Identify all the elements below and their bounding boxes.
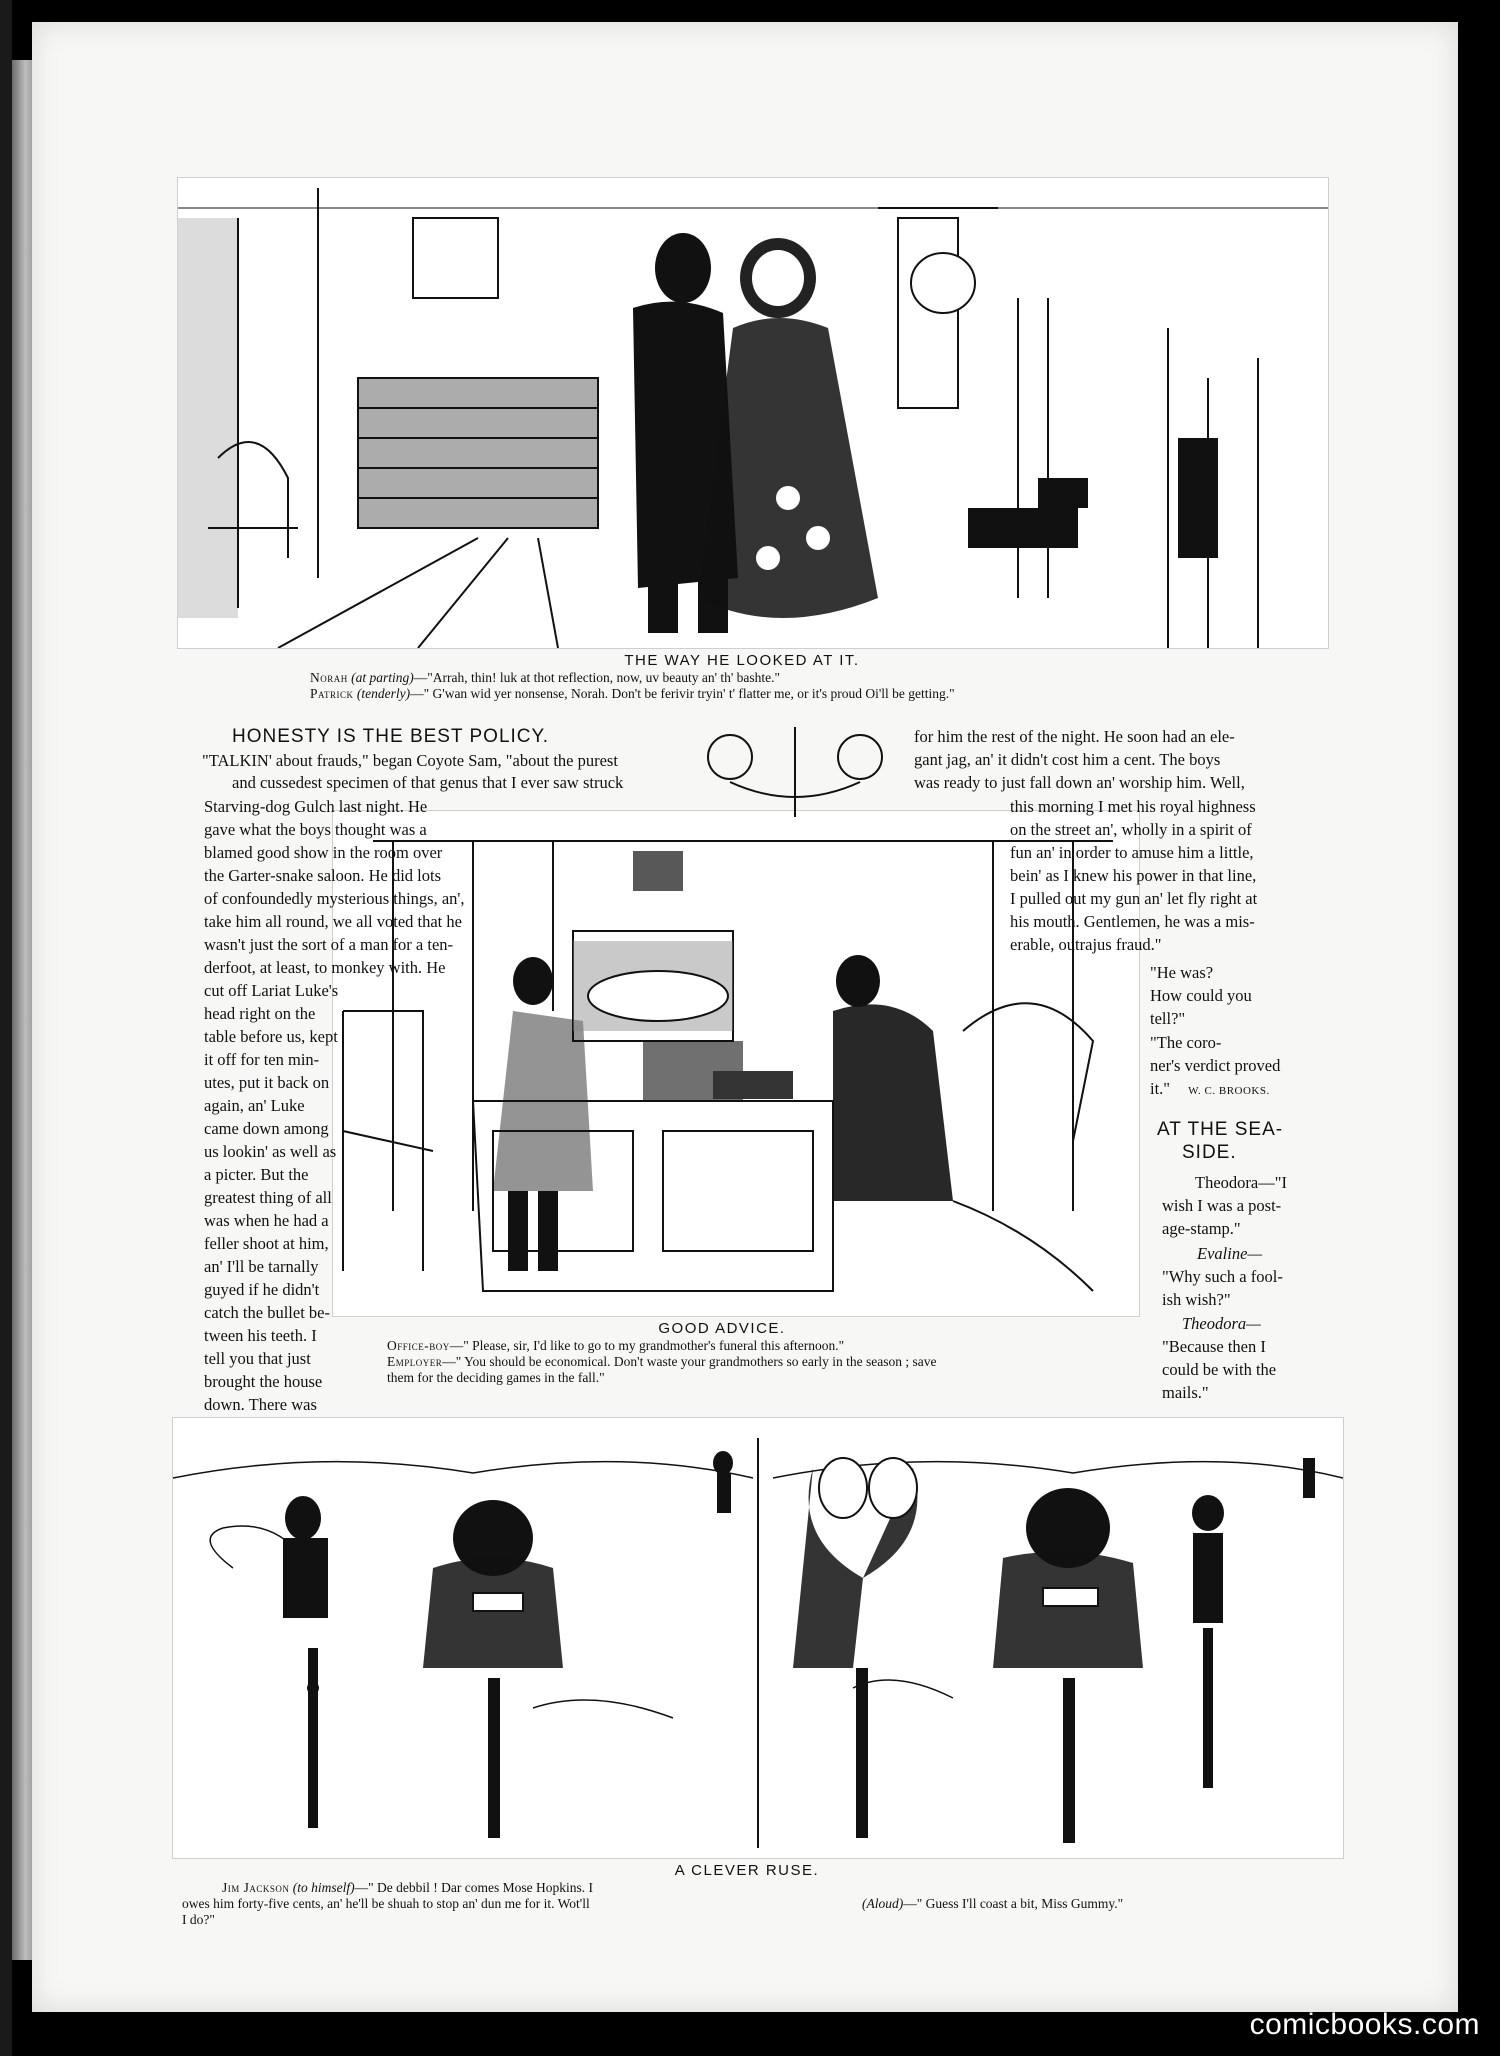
story-text-line: "TALKIN' about frauds," began Coyote Sam, "about the purest xyxy=(202,751,618,770)
story-text-line: again, an' Luke xyxy=(204,1096,305,1115)
story-text-line: for him the rest of the night. He soon had an ele- xyxy=(914,727,1235,746)
story-text-line: ner's verdict proved xyxy=(1150,1056,1281,1075)
story-text-line: brought the house xyxy=(204,1372,323,1391)
story-text-line: came down among xyxy=(204,1119,329,1138)
story-text-line: catch the bullet be- xyxy=(204,1303,330,1322)
story-text-line: it off for ten min- xyxy=(204,1050,320,1069)
story-text-line: guyed if he didn't xyxy=(204,1280,320,1299)
cartoon-bottom-caption-aloud xyxy=(862,1896,1123,1912)
stage-direction: (at parting) xyxy=(351,670,414,685)
story-text-line: us lookin' as well as xyxy=(204,1142,337,1161)
seaside-text-line: ish wish?" xyxy=(1162,1290,1231,1309)
story-text-line: was when he had a xyxy=(204,1211,329,1230)
seaside-text-line: mails." xyxy=(1162,1383,1209,1402)
speaker-norah: Norah xyxy=(310,670,348,685)
cartoon-bottom-caption-line3: I do?" xyxy=(182,1912,215,1927)
speaker-jim-jackson: Jim Jackson xyxy=(222,1880,290,1895)
story-text-line: feller shoot at him, xyxy=(204,1234,329,1253)
seaside-text-line: Theodora—"I xyxy=(1195,1173,1287,1192)
seaside-text-line: could be with the xyxy=(1162,1360,1277,1379)
cartoon-top-title: THE WAY HE LOOKED AT IT. xyxy=(624,652,860,669)
story-text-line: erable, outrajus fraud." xyxy=(1010,935,1162,954)
watermark: comicbooks.com xyxy=(1249,2008,1480,2041)
cyclists-scene-drawing xyxy=(173,1418,1343,1858)
story-text-line: on the street an', wholly in a spirit of xyxy=(1010,820,1252,839)
story-text-line: gant jag, an' it didn't cost him a cent. The boys xyxy=(914,750,1221,769)
story-text-line: a picter. But the xyxy=(204,1165,309,1184)
story-text-line xyxy=(1150,1078,1270,1102)
dialogue-text: —" Please, sir, I'd like to go to my grandmother's funeral this afternoon." xyxy=(449,1338,845,1353)
story-text-line: "He was? xyxy=(1150,963,1214,982)
story-text-line: greatest thing of all xyxy=(204,1188,332,1207)
story-text-line: gave what the boys thought was a xyxy=(204,820,427,839)
illustration-clever-ruse xyxy=(172,1417,1344,1859)
story-text-line: tell?" xyxy=(1150,1009,1186,1028)
stage-direction: (tenderly) xyxy=(356,686,411,701)
story-text-line: wasn't just the sort of a man for a ten- xyxy=(204,935,454,954)
story-text-line: of confoundedly mysterious things, an', xyxy=(204,889,465,908)
story-text-line: derfoot, at least, to monkey with. He xyxy=(204,958,446,977)
cartoon-bottom-caption-line2: owes him forty-five cents, an' he'll be shuah to stop an' dun me for it. Wot'll xyxy=(182,1896,590,1911)
speaker-office-boy: Office-boy xyxy=(387,1338,450,1353)
cartoon-top-caption-line1 xyxy=(310,670,780,686)
story-text-line: down. There was xyxy=(204,1395,317,1414)
story-text-line: his mouth. Gentlemen, he was a mis- xyxy=(1010,912,1255,931)
chandelier-drawing xyxy=(690,727,900,822)
book-spine xyxy=(0,0,12,2056)
seaside-text-line: age-stamp." xyxy=(1162,1219,1241,1238)
story-text-line: I pulled out my gun an' let fly right at xyxy=(1010,889,1258,908)
speaker-employer: Employer xyxy=(387,1354,443,1369)
dialogue-text: —"Arrah, thin! luk at thot reflection, now, uv beauty an' th' bashte." xyxy=(413,670,781,685)
illustration-way-he-looked xyxy=(177,177,1329,649)
previous-page-edge xyxy=(12,60,34,1960)
parlor-scene-drawing xyxy=(178,178,1328,648)
stage-direction: (to himself) xyxy=(292,1880,355,1895)
story-final-word: it." xyxy=(1150,1079,1171,1098)
story-text-line: utes, put it back on xyxy=(204,1073,330,1092)
cartoon-bottom-caption-line1 xyxy=(222,1880,593,1896)
story-text-line: bein' as I knew his power in that line, xyxy=(1010,866,1257,885)
dialogue-text: —" De debbil ! Dar comes Mose Hopkins. I xyxy=(354,1880,593,1895)
story-headline: HONESTY IS THE BEST POLICY. xyxy=(232,726,550,747)
magazine-page xyxy=(32,22,1458,2012)
dialogue-text: —" You should be economical. Don't waste your grandmothers so early in the season ; save xyxy=(442,1354,937,1369)
story-text-line: tell you that just xyxy=(204,1349,311,1368)
story-text-line: "The coro- xyxy=(1150,1033,1222,1052)
story-text-line: this morning I met his royal highness xyxy=(1010,797,1256,816)
seaside-text-line: "Because then I xyxy=(1162,1337,1266,1356)
seaside-text-line: Evaline— xyxy=(1197,1244,1263,1263)
story-text-line: Starving-dog Gulch last night. He xyxy=(204,797,428,816)
cartoon-bottom-title: A CLEVER RUSE. xyxy=(674,1862,820,1879)
seaside-headline-line1: AT THE SEA- xyxy=(1157,1119,1284,1140)
story-text-line: the Garter-snake saloon. He did lots xyxy=(204,866,442,885)
story-text-line: take him all round, we all voted that he xyxy=(204,912,462,931)
story-text-line: table before us, kept xyxy=(204,1027,338,1046)
story-text-line: an' I'll be tarnally xyxy=(204,1257,319,1276)
seaside-text-line: Theodora— xyxy=(1182,1314,1261,1333)
story-text-line: fun an' in order to amuse him a little, xyxy=(1010,843,1254,862)
story-text-line: blamed good show in the room over xyxy=(204,843,443,862)
story-byline: W. C. BROOKS. xyxy=(1188,1085,1270,1097)
story-text-line: was ready to just fall down an' worship him. Well, xyxy=(914,773,1245,792)
seaside-headline-line2: SIDE. xyxy=(1182,1142,1237,1163)
cartoon-middle-caption-line1 xyxy=(387,1338,844,1354)
story-text-line: and cussedest specimen of that genus that I ever saw struck xyxy=(232,773,624,792)
story-text-line: How could you xyxy=(1150,986,1252,1005)
cartoon-middle-caption-line2 xyxy=(387,1354,937,1370)
seaside-text-line: "Why such a fool- xyxy=(1162,1267,1283,1286)
stage-direction: (Aloud) xyxy=(862,1896,904,1911)
cartoon-top-caption-line2 xyxy=(310,686,955,702)
cartoon-middle-title: GOOD ADVICE. xyxy=(658,1320,786,1337)
seaside-text-line: wish I was a post- xyxy=(1162,1196,1282,1215)
story-text-line: cut off Lariat Luke's xyxy=(204,981,339,1000)
dialogue-text: —" Guess I'll coast a bit, Miss Gummy." xyxy=(903,1896,1124,1911)
speaker-patrick: Patrick xyxy=(310,686,354,701)
story-text-line: tween his teeth. I xyxy=(204,1326,317,1345)
cartoon-middle-caption-line3: them for the deciding games in the fall." xyxy=(387,1370,605,1385)
dialogue-text: —" G'wan wid yer nonsense, Norah. Don't be ferivir tryin' t' flatter me, or it's proud Oi'll be getting." xyxy=(410,686,955,701)
story-text-line: head right on the xyxy=(204,1004,316,1023)
